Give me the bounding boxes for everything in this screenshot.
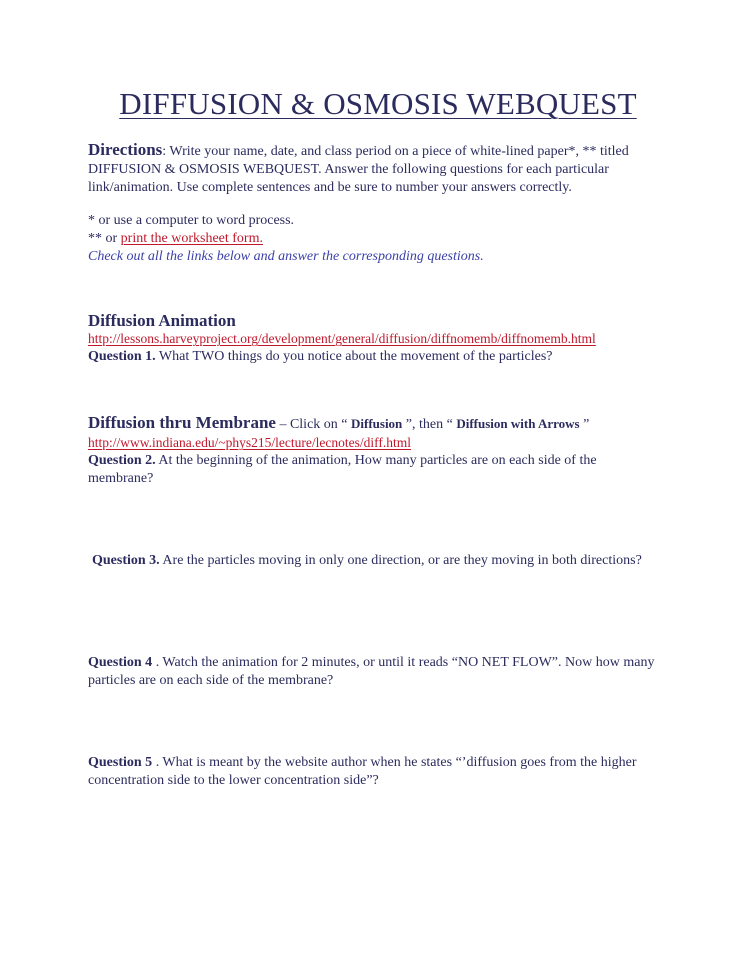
- question-4: [88, 654, 658, 690]
- harvey-project-link[interactable]: http://lessons.harveyproject.org/development/general/diffusion/diffnomemb/diffnomemb.html: [88, 331, 596, 346]
- section-title-line: [88, 414, 658, 434]
- question-2-text: At the beginning of the animation, How many particles are on each side of the membrane?: [88, 453, 597, 486]
- page-title: DIFFUSION & OSMOSIS WEBQUEST: [119, 86, 637, 121]
- click-on-text: – Click on “: [275, 417, 351, 432]
- close-quote-text: ”: [579, 417, 590, 432]
- note-worksheet: [88, 230, 658, 248]
- section-diffusion-animation: [88, 312, 658, 366]
- then-text: ”, then “: [402, 417, 457, 432]
- directions-paragraph: [88, 141, 658, 197]
- diffusion-arrows-bold: Diffusion with Arrows: [456, 416, 580, 431]
- question-1-label: Question 1.: [88, 349, 156, 364]
- question-2-label: Question 2.: [88, 453, 156, 468]
- question-1-text: What TWO things do you notice about the movement of the particles?: [155, 349, 553, 364]
- directions-text: : Write your name, date, and class period on a piece of white-lined paper*, ** titled DIFFUSION & OSMOSIS WEBQUEST. Answer the following questions for each particular link/animation. Use complete sentences and be sure to number your answers correctly.: [88, 144, 629, 195]
- question-3-text: Are the particles moving in only one direction, or are they moving in both directions?: [159, 553, 642, 568]
- worksheet-link[interactable]: print the worksheet form.: [120, 231, 263, 246]
- question-3-label: Question 3.: [92, 553, 160, 568]
- question-3: [88, 552, 658, 570]
- diffusion-bold: Diffusion: [351, 416, 403, 431]
- question-5: [88, 754, 658, 790]
- question-5-label: Question 5: [88, 755, 153, 770]
- section-title-diffusion-animation: Diffusion Animation: [88, 311, 236, 330]
- note-worksheet-prefix: ** or: [88, 231, 121, 246]
- notes-block: [88, 212, 658, 266]
- question-5-text: . What is meant by the website author when he states “’diffusion goes from the higher concentration side to the lower concentration side”?: [88, 755, 637, 788]
- directions-label: Directions: [88, 140, 163, 159]
- section-title-diffusion-membrane: Diffusion thru Membrane: [88, 413, 276, 432]
- note-computer: * or use a computer to word process.: [88, 213, 295, 228]
- question-4-label: Question 4: [88, 655, 153, 670]
- indiana-link[interactable]: http://www.indiana.edu/~phys215/lecture/lecnotes/diff.html: [88, 435, 411, 450]
- question-4-text: . Watch the animation for 2 minutes, or until it reads “NO NET FLOW”. Now how many particles are on each side of the membrane?: [88, 655, 655, 688]
- question-1: [88, 348, 658, 366]
- question-2: [88, 452, 658, 488]
- instruction-note: Check out all the links below and answer the corresponding questions.: [88, 249, 484, 264]
- section-diffusion-membrane: [88, 414, 658, 488]
